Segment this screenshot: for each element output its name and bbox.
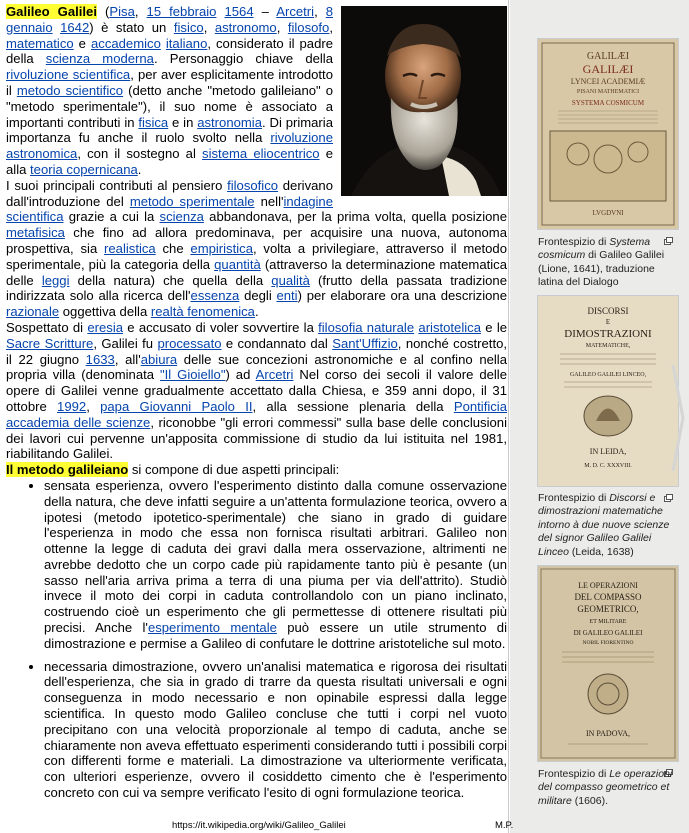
trial-paragraph: Sospettato di eresia e accusato di voler sovvertire la filosofia naturale aristotelica e le Sacre Scritture, Galilei fu processato e condannato dal Sant'Uffizio, nonché costretto, il 22 giugno 1633, all'abiura delle sue concezioni astronomiche e al confino nella propria villa (denominata "Il Gioiello") ad Arcetri Nel corso dei secoli il valore delle opere di Galilei venne gradualmente accettato dalla Chiesa, e 359 anni dopo, il 31 ottobre 1992, papa Giovanni Paolo II, alla sessione plenaria della Pontificia accademia delle scienze, riconobbe "gli errori commessi" sulla base delle conclusioni dei lavori cui pervenne un'apposita commissione di studio da lui istituita nel 1981, riabilitando Galilei.: [6, 319, 508, 462]
link-8-gennaio[interactable]: 8 gennaio: [6, 4, 334, 35]
link-matematico[interactable]: matematico: [6, 35, 74, 51]
link-empiristica[interactable]: empiristica: [190, 240, 253, 256]
link-fisica[interactable]: fisica: [138, 114, 169, 130]
link-papa-giovanni-paolo-ii[interactable]: papa Giovanni Paolo II: [100, 398, 253, 414]
book2-line6: IN LEIDA,: [589, 447, 627, 456]
link-leggi[interactable]: leggi: [41, 272, 70, 288]
column-divider: [508, 0, 509, 833]
link-rivoluzione-astronomica[interactable]: rivoluzione astronomica: [6, 130, 333, 162]
list-item-necessaria-dimostrazione: • necessaria dimostrazione, ovvero un'analisi matematica e rigorosa dei risultati dell'esperienza, che sia in grado di trarre da questa risultati universali e ogni conseguenza in modo necessario e non opinabile espressi dalla legge scientifica. In questo modo Galileo concluse che tutti i corpi nel vuoto precipitano con una velocità proporzionale al tempo di caduta, anche se chiaramente non aveva effettuato esperimenti considerando tutti i possibili corpi con differenti forme e materiali. La dimostrazione va ulteriormente verificata, con ulteriori esperienze, ovvero il cosiddetto cimento che è l'esperimento concreto con cui va sempre verificato l'esito di ogni formulazione teorica.: [44, 659, 507, 801]
link-metafisica[interactable]: metafisica: [6, 225, 65, 241]
method-list: [6, 478, 507, 801]
link-rivoluzione-scientifica[interactable]: rivoluzione scientifica: [6, 67, 131, 83]
book2-line4: MATEMATICHE,: [585, 343, 631, 349]
link-accademico[interactable]: accademico: [90, 35, 161, 51]
book2-line7: M. D. C. XXXVIII.: [584, 463, 632, 469]
link-realistica[interactable]: realistica: [104, 240, 156, 256]
link-metodo-scientifico[interactable]: metodo scientifico: [16, 82, 124, 98]
link-qualita[interactable]: qualità: [271, 272, 310, 288]
author-initials: M.P.: [495, 820, 514, 831]
book1-line5: SYSTEMA COSMICUM: [571, 99, 645, 107]
link-1633[interactable]: 1633: [85, 351, 115, 367]
systema-cosmicum-image[interactable]: [537, 38, 679, 230]
link-italiano[interactable]: italiano: [165, 35, 208, 51]
caption-discorsi: Frontespizio di Discorsi e dimostrazioni matematiche intorno à due nuove scienze del signor Galileo Galilei Linceo (Leida, 1638): [538, 492, 670, 558]
chevron-right-icon: [671, 363, 685, 473]
book1-line6: LVGDVNI: [592, 209, 624, 217]
link-pisa[interactable]: Pisa: [109, 4, 135, 19]
link-scienza[interactable]: scienza: [159, 209, 204, 225]
book1-line2: GALILÆI: [582, 62, 634, 76]
link-teoria-copernicana[interactable]: teoria copernicana: [30, 161, 138, 177]
link-enti[interactable]: enti: [276, 288, 298, 304]
book2-line5: GALILEO GALILEI LINCEO,: [569, 372, 647, 378]
book1-line3: LYNCEI ACADEMIÆ: [570, 77, 646, 86]
link-filosofia-naturale[interactable]: filosofia naturale: [318, 319, 415, 335]
link-arcetri-2[interactable]: Arcetri: [255, 367, 294, 383]
link-1642[interactable]: 1642: [60, 19, 90, 35]
book3-line1: LE OPERAZIONI: [578, 581, 638, 590]
book2-line2: E: [605, 318, 611, 326]
link-fisico[interactable]: fisico: [173, 19, 204, 35]
link-aristotelica[interactable]: aristotelica: [418, 319, 481, 335]
link-15-febbraio[interactable]: 15 febbraio: [146, 4, 217, 19]
link-arcetri[interactable]: Arcetri: [276, 4, 315, 19]
list-item-sensata-esperienza: • sensata esperienza, ovvero l'esperimento distinto dalla comune osservazione della natura, che deve infatti seguire a un'attenta formulazione teorica, ovvero a ipotesi (metodo ipotetico-sperimentale) che siano in grado di guidare l'esperienza in modo che essa non fornisca risultati arbitrari. Galileo non ottenne la legge di caduta dei gravi dalla mera osservazione, altrimenti ne avrebbe dedotto che un corpo cade più rapidamente tanto più è pesante (un sasso nell'aria arriva prima a terra di una piuma per via dell'attrito). Studiò invece il moto dei corpi in caduta controllandolo con un piano inclinato, costruendo cioè un esperimento che gli permettesse di ottenere risultati più precisi. Anche l'esperimento mentale può essere un utile strumento di dimostrazione e permise a Galileo di confutare le dottrine aristoteliche sul moto.: [44, 478, 507, 652]
method-intro: Il metodo galileiano si compone di due aspetti principali:: [6, 462, 340, 478]
book3-line6: NOBIL FIORENTINO: [582, 640, 634, 646]
link-esperimento-mentale[interactable]: esperimento mentale: [147, 620, 277, 636]
article-column: [6, 4, 507, 801]
link-metodo-sperimentale[interactable]: metodo sperimentale: [129, 193, 255, 209]
link-filosofo[interactable]: filosofo: [287, 19, 330, 35]
book3-line4: ET MILITARE: [589, 619, 627, 625]
book1-line4: PISANI MATHEMATICI: [576, 89, 640, 95]
discorsi-image[interactable]: [537, 295, 679, 487]
method-heading-highlight: Il metodo galileiano: [6, 462, 129, 478]
link-1992[interactable]: 1992: [57, 398, 87, 414]
source-url[interactable]: https://it.wikipedia.org/wiki/Galileo_Galilei: [172, 820, 346, 831]
link-quantita[interactable]: quantità: [214, 256, 261, 272]
link-razionale[interactable]: razionale: [6, 304, 60, 320]
subject-name-highlight: Galileo Galilei: [6, 4, 97, 19]
link-scienza-moderna[interactable]: scienza moderna: [45, 51, 154, 67]
link-essenza[interactable]: essenza: [190, 288, 240, 304]
image-sidebar: [510, 0, 689, 833]
book3-line3: GEOMETRICO,: [577, 604, 639, 614]
operazioni-compasso-image[interactable]: [537, 565, 679, 762]
link-realta-fenomenica[interactable]: realtà fenomenica: [150, 304, 255, 320]
link-astronomo[interactable]: astronomo: [214, 19, 277, 35]
contributions-paragraph: I suoi principali contributi al pensiero filosofico derivano dall'introduzione del metodo sperimentale nell'indagine scientifica grazie a cui la scienza abbandonava, per la prima volta, quella posizione metafisica che fino ad allora predominava, per acquisire una nuova, autonoma prospettiva, sia realistica che empiristica, volta a privilegiare, attraverso il metodo sperimentale, più la categoria della quantità (attraverso la determinazione matematica delle leggi della natura) che quella della qualità (frutto della passata tradizione indirizzata solo alla ricerca dell'essenza degli enti) per elaborare ora una descrizione razionale oggettiva della realtà fenomenica.: [6, 177, 507, 320]
book2-line1: DISCORSI: [587, 306, 629, 316]
galileo-portrait-image: [341, 6, 507, 196]
link-processato[interactable]: processato: [157, 335, 222, 351]
link-1564[interactable]: 1564: [224, 4, 254, 19]
link-sacre-scritture[interactable]: Sacre Scritture: [6, 335, 94, 351]
book3-line5: DI GALILEO GALILEI: [573, 629, 643, 637]
link-filosofico[interactable]: filosofico: [227, 177, 279, 193]
link-pontificia-accademia[interactable]: Pontificia accademia delle scienze: [6, 398, 507, 430]
book1-line1: GALILÆI: [586, 51, 630, 62]
intro-paragraph: Galileo Galilei (Pisa, 15 febbraio 1564 – Arcetri, 8 gennaio 1642) è stato un fisico, astronomo, filosofo, matematico e accademico italiano, considerato il padre della scienza moderna. Personaggio chiave della rivoluzione scientifica, per aver esplicitamente introdotto il metodo scientifico (detto anche "metodo galileiano" o "metodo sperimentale"), il suo nome è associato a importanti contributi in fisica e in astronomia. Di primaria importanza fu anche il ruolo svolto nella rivoluzione astronomica, con il sostegno al sistema eliocentrico e alla teoria copernicana.: [6, 4, 334, 177]
book3-line2: DEL COMPASSO: [574, 592, 642, 602]
link-sistema-eliocentrico[interactable]: sistema eliocentrico: [202, 146, 320, 162]
link-indagine-scientifica[interactable]: indagine scientifica: [6, 193, 333, 225]
link-il-gioiello[interactable]: "Il Gioiello": [160, 367, 226, 383]
book2-line3: DIMOSTRAZIONI: [564, 328, 652, 340]
link-santuffizio[interactable]: Sant'Uffizio: [332, 335, 398, 351]
link-abiura[interactable]: abiura: [140, 351, 178, 367]
link-astronomia[interactable]: astronomia: [197, 114, 262, 130]
link-eresia[interactable]: eresia: [87, 319, 124, 335]
caption-systema-cosmicum: Frontespizio di Systema cosmicum di Galileo Galilei (Lione, 1641), traduzione latina del Dialogo: [538, 236, 665, 289]
caption-operazioni-compasso: Frontespizio di Le operazioni del compasso geometrico et militare (1606).: [538, 768, 673, 807]
book3-line7: IN PADOVA,: [585, 729, 631, 738]
